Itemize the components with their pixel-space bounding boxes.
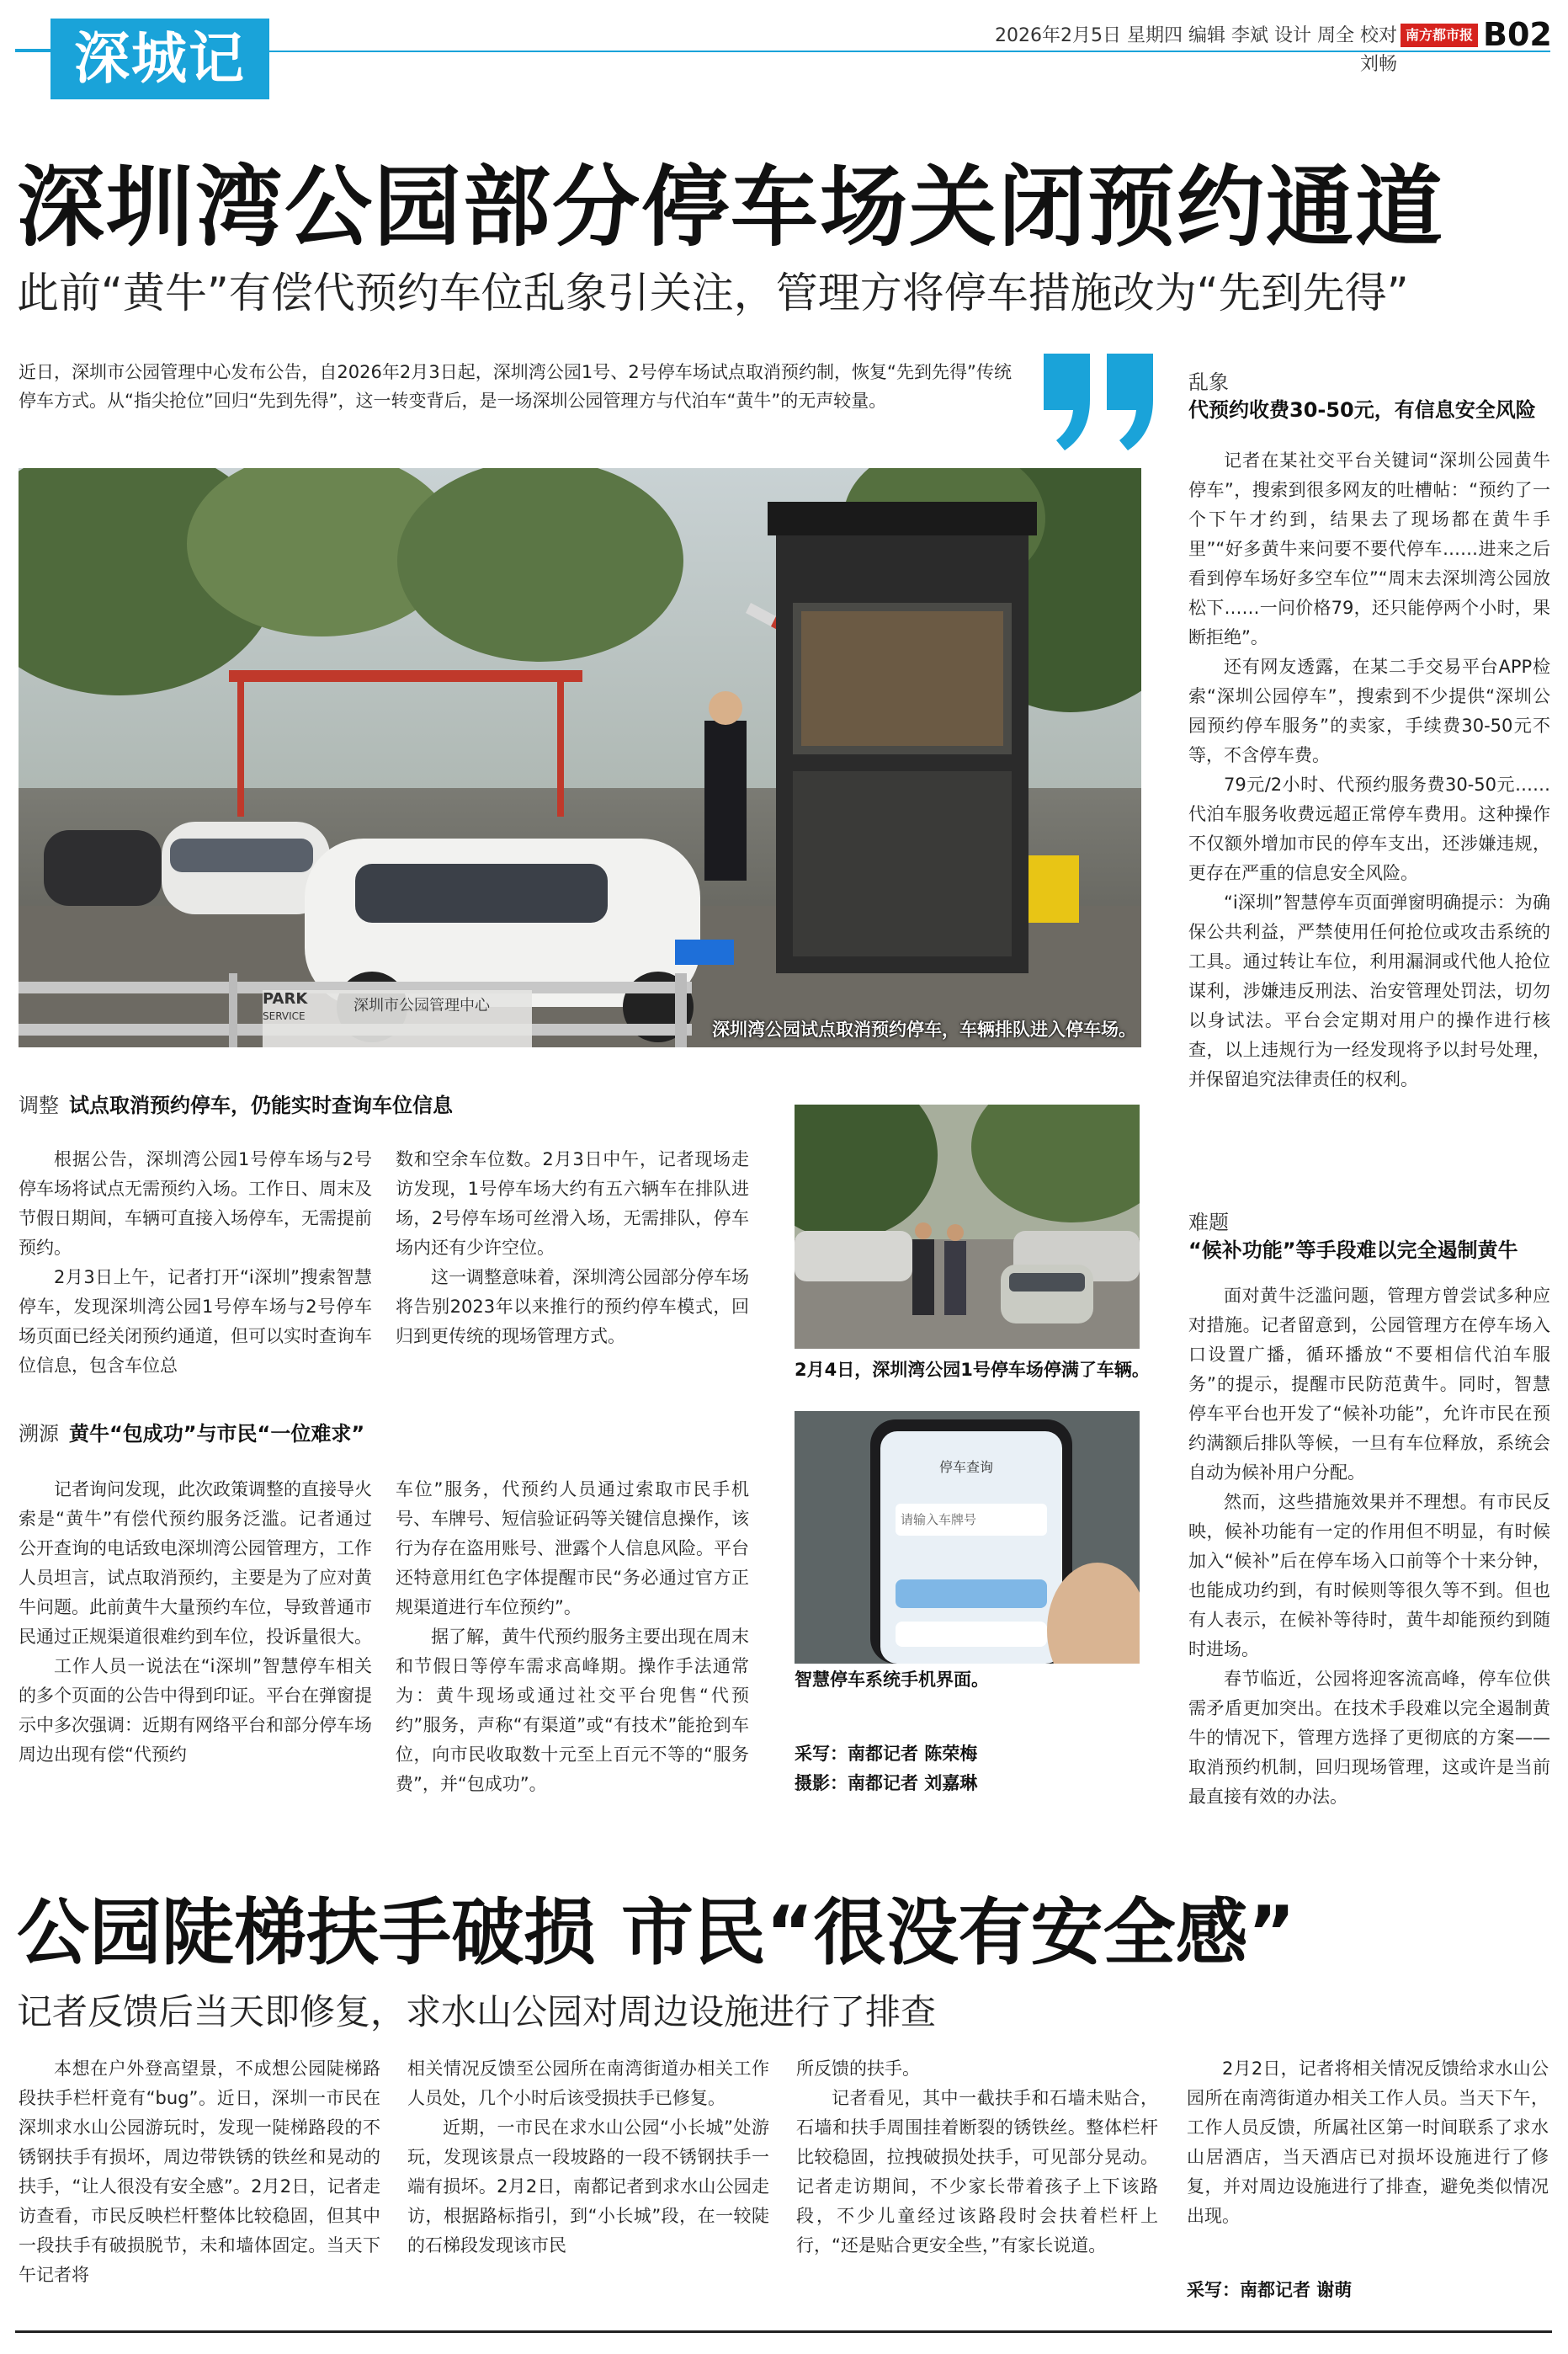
phone-screen-title: 停车查询 bbox=[938, 1459, 993, 1475]
photo-caption: 2月4日，深圳湾公园1号停车场停满了车辆。 bbox=[795, 1360, 1150, 1380]
article2-column bbox=[1187, 2054, 1549, 2273]
section-title: “候补功能”等手段难以完全遏制黄牛 bbox=[1188, 1238, 1518, 1262]
photo-sign-text: 深圳市公园管理中心 bbox=[353, 997, 490, 1015]
article1-lede: 近日，深圳市公园管理中心发布公告，自2026年2月3日起，深圳湾公园1号、2号停车场试点取消预约制，恢复“先到先得”传统停车方式。从“指尖抢位”回归“先到先得”，这一转变背后，是一场深圳公园管理方与代泊车“黄牛”的无声较量。 bbox=[19, 362, 1012, 411]
section-tag: 难题 bbox=[1188, 1211, 1229, 1234]
photo-parking-entrance bbox=[19, 468, 1141, 1047]
paragraph: 据了解，黄牛代预约服务主要出现在周末和节假日等停车需求高峰期。操作手法通常为：黄牛现场或通过社交平台兜售“代预约”服务，声称“有渠道”或“有技术”能抢到车位，向市民收取数十元至上百元不等的“服务费”，并“包成功”。 bbox=[396, 1627, 749, 1794]
paragraph: 记者询问发现，此次政策调整的直接导火索是“黄牛”有偿代预约服务泛滥。记者通过公开查询的电话致电深圳湾公园管理方，工作人员坦言，试点取消预约，主要是为了应对黄牛问题。此前黄牛大量预约车位，导致普通市民通过正规渠道很难约到车位，投诉量很大。 bbox=[19, 1479, 372, 1647]
quote-mark-icon bbox=[1035, 345, 1161, 455]
page-number: B02 bbox=[1483, 16, 1552, 53]
paper-logo: 南方都市报 bbox=[1401, 24, 1478, 47]
paragraph: “i深圳”智慧停车页面弹窗明确提示：为确保公共利益，严禁使用任何抢位或攻击系统的工具。通过转让车位，利用漏洞或代他人抢位谋利，涉嫌违反刑法、治安管理处罚法，切勿以身试法。平台会定期对用户的操作进行核查，以上违规行为一经发现将予以封号处理，并保留追究法律责任的权利。 bbox=[1188, 892, 1550, 1089]
paragraph: 所反馈的扶手。 bbox=[796, 2058, 920, 2079]
photo-sign-text: SERVICE bbox=[263, 1010, 306, 1022]
article2-column bbox=[796, 2054, 1158, 2307]
paragraph: 车位”服务，代预约人员通过索取市民手机号、车牌号、短信验证码等关键信息操作，该行为存在盗用账号、泄露个人信息风险。平台还特意用红色字体提醒市民“务必通过官方正规渠道进行车位预约”。 bbox=[396, 1479, 749, 1617]
paragraph: 还有网友透露，在某二手交易平台APP检索“深圳公园停车”，搜索到不少提供“深圳公园预约停车服务”的卖家，手续费30-50元不等，不含停车费。 bbox=[1188, 657, 1550, 765]
section-title: 黄牛“包成功”与市民“一位难求” bbox=[69, 1422, 365, 1446]
section-column bbox=[19, 1475, 372, 1795]
section-column bbox=[19, 1145, 372, 1381]
phone-screen-input: 请输入车牌号 bbox=[901, 1512, 977, 1527]
paragraph: 相关情况反馈至公园所在南湾街道办相关工作人员处，几个小时后该受损扶手已修复。 bbox=[407, 2058, 769, 2108]
section-body bbox=[1188, 1281, 1550, 1812]
section-tag: 调整 bbox=[19, 1094, 59, 1117]
byline-photographer: 摄影：南都记者 刘嘉琳 bbox=[795, 1773, 978, 1793]
section-title: 试点取消预约停车，仍能实时查询车位信息 bbox=[69, 1094, 453, 1117]
paragraph: 79元/2小时、代预约服务费30-50元……代泊车服务收费远超正常停车费用。这种操作不仅额外增加市民的停车支出，还涉嫌违规，更存在严重的信息安全风险。 bbox=[1188, 775, 1550, 883]
paragraph: 2月3日上午，记者打开“i深圳”搜索智慧停车，发现深圳湾公园1号停车场与2号停车场页面已经关闭预约通道，但可以实时查询车位信息，包含车位总 bbox=[19, 1267, 372, 1376]
paragraph: 数和空余车位数。2月3日中午，记者现场走访发现，1号停车场大约有五六辆车在排队进场，2号停车场可丝滑入场，无需排队，停车场内还有少许空位。 bbox=[396, 1149, 749, 1258]
paragraph: 记者在某社交平台关键词“深圳公园黄牛停车”，搜索到很多网友的吐槽帖：“预约了一个下午才约到，结果去了现场都在黄牛手里”“好多黄牛来问要不要代停车……进来之后看到停车场好多空车位”“周末去深圳湾公园放松下……一问价格79，还只能停两个小时，果断拒绝”。 bbox=[1188, 450, 1550, 647]
section-column bbox=[396, 1475, 749, 1795]
article2-headline: 公园陡梯扶手破损 市民“很没有安全感” bbox=[17, 1891, 1295, 1975]
article1-headline: 深圳湾公园部分停车场关闭预约通道 bbox=[17, 156, 1445, 258]
paragraph: 本想在户外登高望景，不成想公园陡梯路段扶手栏杆竟有“bug”。近日，深圳一市民在深圳求水山公园游玩时，发现一陡梯路段的不锈钢扶手有损坏，周边带铁锈的铁丝和晃动的扶手，“让人很没有安全感”。2月2日，记者走访查看，市民反映栏杆整体比较稳固，但其中一段扶手有破损脱节，未和墙体固定。当天下午记者将 bbox=[19, 2058, 380, 2285]
section-brand: 深城记 bbox=[50, 19, 269, 99]
byline: 采写：南都记者 谢萌 bbox=[1187, 2280, 1353, 2300]
article2-column bbox=[19, 2054, 380, 2307]
byline bbox=[795, 1739, 1148, 1798]
bottom-rule bbox=[15, 2330, 1552, 2333]
article2-subheadline: 记者反馈后当天即修复，求水山公园对周边设施进行了排查 bbox=[17, 1991, 937, 2032]
section-tag: 乱象 bbox=[1188, 370, 1229, 394]
section-column bbox=[396, 1145, 749, 1381]
paragraph: 面对黄牛泛滥问题，管理方曾尝试多种应对措施。记者留意到，公园管理方在停车场入口设置广播，循环播放“不要相信代泊车服务”的提示，提醒市民防范黄牛。同时，智慧停车平台也开发了“候补功能”，允许市民在预约满额后排队等候，一旦有车位释放，系统会自动为候补用户分配。 bbox=[1188, 1286, 1550, 1483]
paragraph: 然而，这些措施效果并不理想。有市民反映，候补功能有一定的作用但不明显，有时候加入“候补”后在停车场入口前等个十来分钟，也能成功约到，有时候则等很久等不到。但也有人表示，在候补等待时，黄牛却能预约到随时进场。 bbox=[1188, 1492, 1550, 1659]
header-meta: 2026年2月5日 星期四 编辑 李斌 设计 周全 校对 刘畅 bbox=[995, 25, 1397, 75]
paragraph: 春节临近，公园将迎客流高峰，停车位供需矛盾更加突出。在技术手段难以完全遏制黄牛的情况下，管理方选择了更彻底的方案——取消预约机制，回归现场管理，这或许是当前最直接有效的办法。 bbox=[1188, 1669, 1550, 1807]
section-title: 代预约收费30-50元，有信息安全风险 bbox=[1188, 398, 1536, 422]
header-rule bbox=[269, 51, 1550, 52]
paragraph: 根据公告，深圳湾公园1号停车场与2号停车场将试点无需预约入场。工作日、周末及节假日期间，车辆可直接入场停车，无需提前预约。 bbox=[19, 1149, 372, 1258]
byline-writer: 采写：南都记者 陈荣梅 bbox=[795, 1744, 978, 1764]
section-heading bbox=[19, 1091, 810, 1120]
photo-sign-text: PARK bbox=[263, 990, 308, 1008]
paragraph: 工作人员一说法在“i深圳”智慧停车相关的多个页面的公告中得到印证。平台在弹窗提示中多次强调：近期有网络平台和部分停车场周边出现有偿“代预约 bbox=[19, 1656, 372, 1765]
section-tag: 溯源 bbox=[19, 1422, 59, 1446]
section-body bbox=[1188, 446, 1550, 1145]
article1-subheadline: 此前“黄牛”有偿代预约车位乱象引关注，管理方将停车措施改为“先到先得” bbox=[17, 269, 1409, 317]
paragraph: 记者看见，其中一截扶手和石墙未贴合，石墙和扶手周围挂着断裂的锈铁丝。整体栏杆比较稳固，拉拽破损处扶手，可见部分晃动。记者走访期间，不少家长带着孩子上下该路段，不少儿童经过该路段时会扶着栏杆上行，“还是贴合更安全些，”有家长说道。 bbox=[796, 2088, 1158, 2255]
paragraph: 2月2日，记者将相关情况反馈给求水山公园所在南湾街道办相关工作人员。当天下午，工作人员反馈，所属社区第一时间联系了求水山居酒店，当天酒店已对损坏设施进行了修复，并对周边设施进行了排查，避免类似情况出现。 bbox=[1187, 2058, 1549, 2226]
photo-parking-full bbox=[795, 1105, 1140, 1349]
photo-main-caption: 深圳湾公园试点取消预约停车，车辆排队进入停车场。 bbox=[712, 1020, 1136, 1040]
article2-column bbox=[407, 2054, 769, 2307]
brand-rule bbox=[15, 49, 50, 52]
paragraph: 这一调整意味着，深圳湾公园部分停车场将告别2023年以来推行的预约停车模式，回归到更传统的现场管理方式。 bbox=[396, 1267, 749, 1346]
photo-phone-screen bbox=[795, 1411, 1140, 1664]
section-heading bbox=[19, 1419, 810, 1448]
photo-caption: 智慧停车系统手机界面。 bbox=[795, 1670, 989, 1690]
paragraph: 近期，一市民在求水山公园“小长城”处游玩，发现该景点一段坡路的一段不锈钢扶手一端有损坏。2月2日，南都记者到求水山公园走访，根据路标指引，到“小长城”段，在一较陡的石梯段发现该市民 bbox=[407, 2117, 769, 2255]
